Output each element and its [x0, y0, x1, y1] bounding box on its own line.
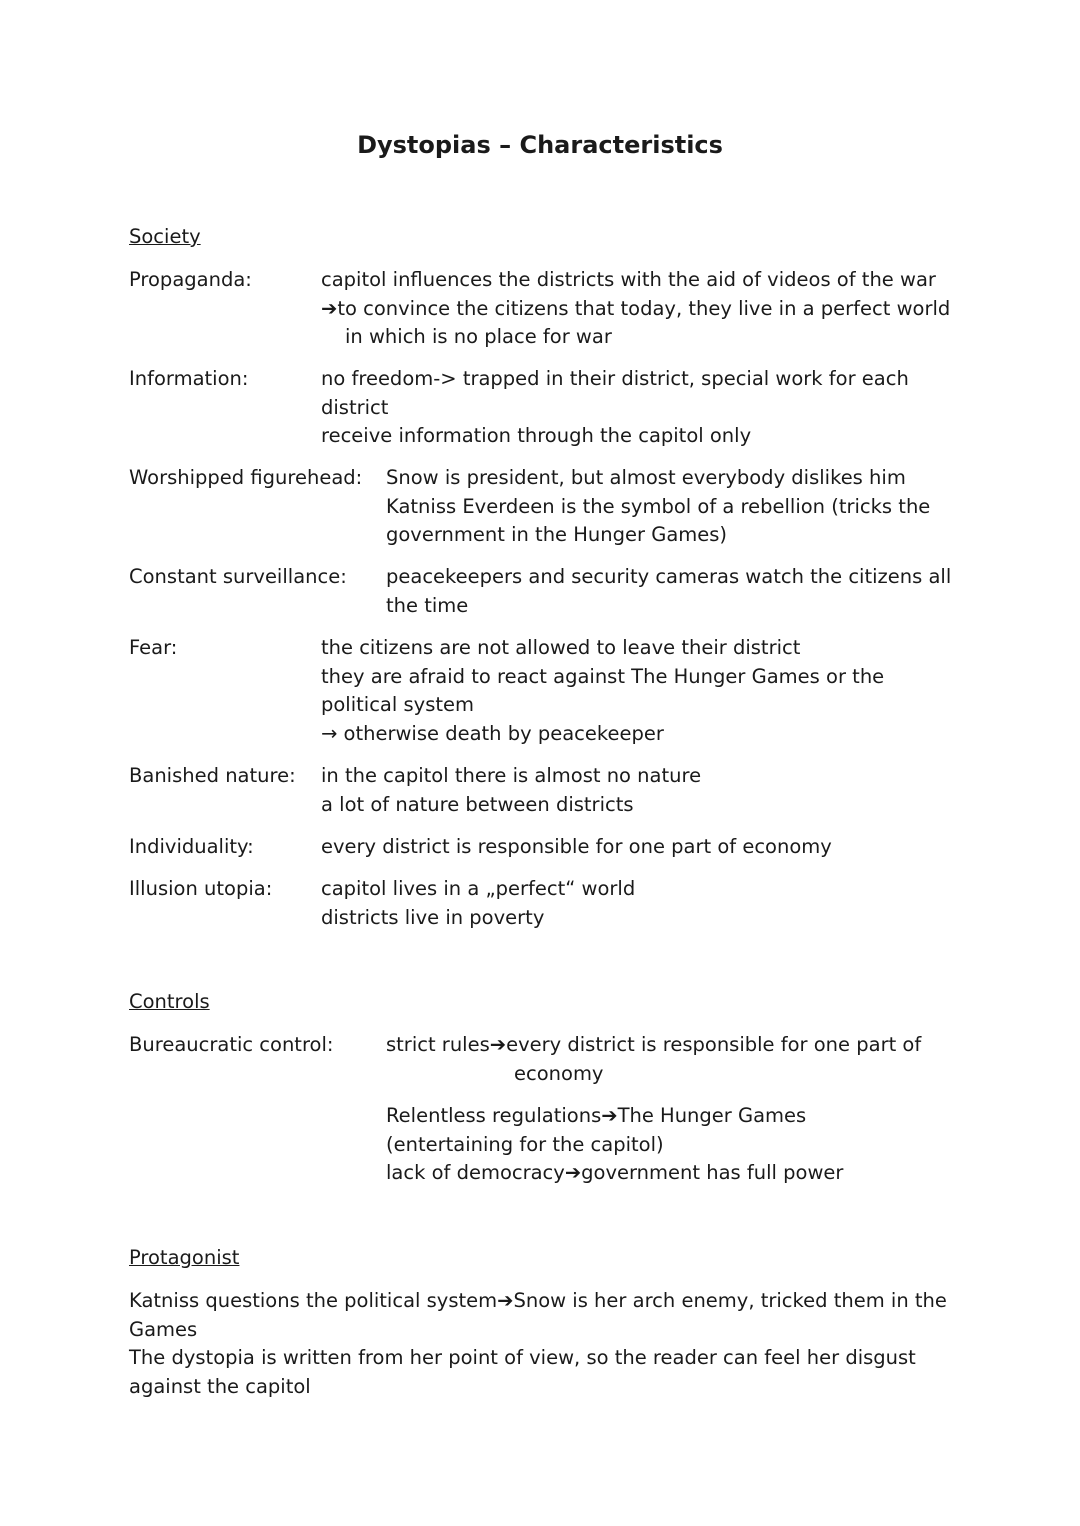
text-line: economy [514, 1061, 604, 1085]
text-line: (entertaining for the capitol) [386, 1132, 664, 1156]
individuality-label: Individuality: [129, 835, 254, 858]
bureaucratic-label: Bureaucratic control: [129, 1033, 334, 1056]
section-heading-society: Society [129, 225, 201, 248]
page-title: Dystopias – Characteristics [357, 131, 723, 159]
text-line: receive information through the capitol only [321, 424, 752, 447]
section-heading-protagonist: Protagonist [129, 1246, 240, 1269]
text-line: the citizens are not allowed to leave their district [321, 636, 801, 659]
propaganda-text [321, 266, 950, 352]
text-line: no freedom-> trapped in their district, special work for each [321, 367, 909, 390]
text-line: Katniss Everdeen is the symbol of a rebellion (tricks the [386, 494, 931, 518]
text-line: capitol lives in a „perfect“ world [321, 877, 636, 900]
text-line: government in the Hunger Games) [386, 523, 728, 546]
fear-text [321, 634, 884, 748]
text-line: The dystopia is written from her point of view, so the reader can feel her disgust [129, 1346, 916, 1369]
nature-text [321, 762, 701, 819]
utopia-text [321, 875, 635, 932]
individuality-text [321, 833, 832, 862]
fear-label: Fear: [129, 636, 178, 659]
text-line: political system [321, 693, 474, 716]
text-line: lack of democracy➔government has full power [386, 1161, 844, 1184]
text-line: peacekeepers and security cameras watch the citizens all [386, 565, 952, 588]
nature-label: Banished nature: [129, 764, 296, 787]
text-line: they are afraid to react against The Hunger Games or the [321, 664, 885, 688]
text-line: every district is responsible for one part of economy [321, 835, 832, 858]
figurehead-text [386, 464, 930, 550]
propaganda-label: Propaganda: [129, 268, 252, 291]
section-heading-controls: Controls [129, 990, 210, 1013]
text-line: Relentless regulations➔The Hunger Games [386, 1104, 807, 1127]
utopia-label: Illusion utopia: [129, 877, 273, 900]
surveillance-text [386, 563, 951, 620]
text-line: a lot of nature between districts [321, 792, 634, 816]
text-line: strict rules➔every district is responsible for one part of [386, 1033, 922, 1056]
surveillance-label: Constant surveillance: [129, 565, 347, 588]
figurehead-label: Worshipped figurehead: [129, 466, 363, 489]
text-line: against the capitol [129, 1374, 311, 1398]
text-line: districts live in poverty [321, 905, 545, 929]
information-label: Information: [129, 367, 249, 390]
bureaucratic-text [386, 1031, 921, 1188]
text-line: → otherwise death by peacekeeper [321, 721, 664, 745]
text-line: district [321, 395, 389, 419]
information-text [321, 365, 909, 451]
text-line: the time [386, 593, 469, 617]
text-line: ➔to convince the citizens that today, they live in a perfect world [321, 296, 951, 320]
text-line: Games [129, 1317, 198, 1341]
text-line: in the capitol there is almost no nature [321, 764, 702, 787]
text-line: Katniss questions the political system➔Snow is her arch enemy, tricked them in the [129, 1289, 947, 1312]
text-line: capitol influences the districts with the aid of videos of the war [321, 268, 936, 291]
text-line: Snow is president, but almost everybody dislikes him [386, 466, 906, 489]
text-line: in which is no place for war [345, 325, 612, 348]
protagonist-text [129, 1287, 947, 1401]
